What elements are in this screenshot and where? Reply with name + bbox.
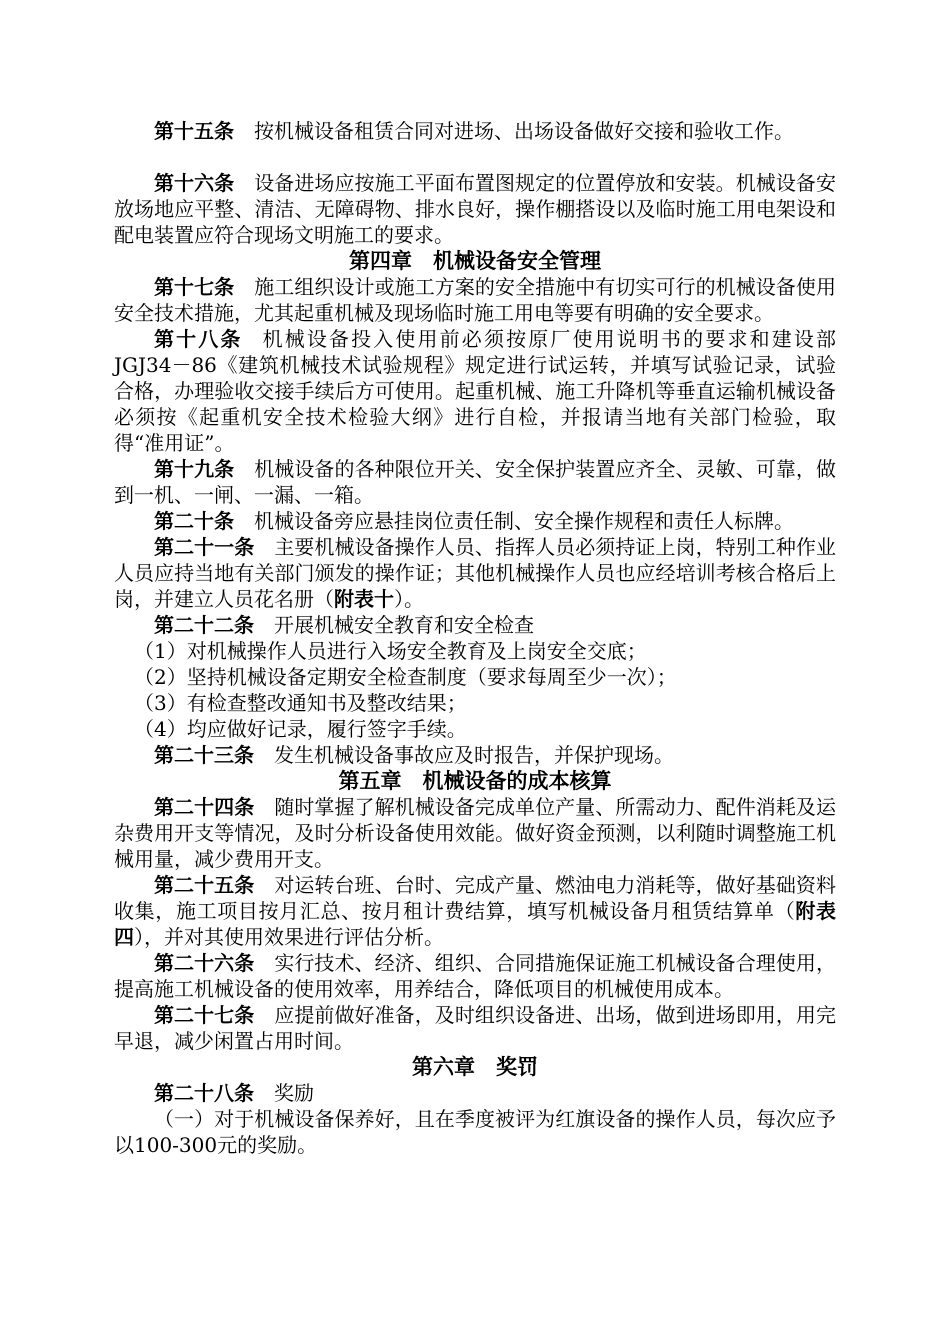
list-item: （4）均应做好记录，履行签字手续。 xyxy=(134,717,467,741)
article-heading: 第二十四条 xyxy=(154,795,255,819)
article-text: 主要机械设备操作人员、指挥人员必须持证上岗，特别工种作业人员应持当地有关部门颁发的操作证；其他机械操作人员也应经培训考核合格后上岗，并建立人员花名册（ xyxy=(114,535,836,611)
article-heading: 第十七条 xyxy=(154,275,235,299)
reward-item-1: （一）对于机械设备保养好，且在季度被评为红旗设备的操作人员，每次应予以100-300元的奖励。 xyxy=(114,1107,836,1157)
article-27 xyxy=(114,1002,836,1054)
article-heading: 第二十条 xyxy=(154,509,234,533)
article-text: 实行技术、经济、组织、合同措施保证施工机械设备合理使用，提高施工机械设备的使用效率，用养结合，降低项目的机械使用成本。 xyxy=(114,951,836,1001)
article-text: 发生机械设备事故应及时报告，并保护现场。 xyxy=(274,743,674,767)
article-28 xyxy=(114,1080,836,1106)
article-heading: 第二十七条 xyxy=(154,1003,255,1027)
list-item: （3）有检查整改通知书及整改结果； xyxy=(134,691,467,715)
list-item: （1）对机械操作人员进行入场安全教育及上岗安全交底； xyxy=(134,639,647,663)
article-text: 机械设备的各种限位开关、安全保护装置应齐全、灵敏、可靠，做到一机、一闸、一漏、一箱。 xyxy=(114,457,836,507)
article-text: 应提前做好准备，及时组织设备进、出场，做到进场即用，用完早退，减少闲置占用时间。 xyxy=(114,1003,836,1053)
chapter-6-title: 第六章 奖罚 xyxy=(412,1055,538,1079)
article-heading: 第二十二条 xyxy=(154,613,254,637)
article-18 xyxy=(114,326,836,456)
article-25 xyxy=(114,872,836,950)
article-text: 施工组织设计或施工方案的安全措施中有切实可行的机械设备使用安全技术措施，尤其起重机械及现场临时施工用电等要有明确的安全要求。 xyxy=(114,275,836,325)
article-text: 机械设备投入使用前必须按原厂使用说明书的要求和建设部 JGJ34－86《建筑机械技术试验规程》规定进行试运转，并填写试验记录，试验合格，办理验收交接手续后方可使用。起重机械、施工升降机等垂直运输机械设备必须按《起重机安全技术检验大纲》进行自检，并报请当地有关部门检验，取得“准用证”。 xyxy=(114,327,837,455)
article-heading: 第十八条 xyxy=(154,327,243,351)
chapter-4-title: 第四章 机械设备安全管理 xyxy=(349,249,601,273)
article-heading: 第二十五条 xyxy=(154,873,255,897)
article-heading: 第十五条 xyxy=(154,119,234,143)
article-text-tail: ）。 xyxy=(394,587,424,611)
list-item: （2）坚持机械设备定期安全检查制度（要求每周至少一次）； xyxy=(134,665,677,689)
article-text-tail: ），并对其使用效果进行评估分析。 xyxy=(134,925,444,949)
article-heading: 第二十六条 xyxy=(154,951,255,975)
article-text: 奖励 xyxy=(274,1081,314,1105)
article-text: 开展机械安全教育和安全检查 xyxy=(274,613,534,637)
document-page xyxy=(114,118,836,1158)
article-heading: 第二十一条 xyxy=(154,535,255,559)
article-22 xyxy=(114,612,836,638)
appendix-ref: 附表四 xyxy=(114,899,837,949)
article-heading: 第二十八条 xyxy=(154,1081,254,1105)
article-20 xyxy=(114,508,836,534)
article-heading: 第十九条 xyxy=(154,457,235,481)
article-24 xyxy=(114,794,836,872)
article-text: 按机械设备租赁合同对进场、出场设备做好交接和验收工作。 xyxy=(254,119,794,143)
article-23 xyxy=(114,742,836,768)
article-26 xyxy=(114,950,836,1002)
article-heading: 第二十三条 xyxy=(154,743,254,767)
article-text: 随时掌握了解机械设备完成单位产量、所需动力、配件消耗及运杂费用开支等情况，及时分析设备使用效能。做好资金预测，以利随时调整施工机械用量，减少费用开支。 xyxy=(114,795,836,871)
article-19 xyxy=(114,456,836,508)
chapter-5-title: 第五章 机械设备的成本核算 xyxy=(338,769,612,793)
article-text: 机械设备旁应悬挂岗位责任制、安全操作规程和责任人标牌。 xyxy=(254,509,794,533)
article-16 xyxy=(114,170,836,248)
article-heading: 第十六条 xyxy=(154,171,235,195)
article-21 xyxy=(114,534,836,612)
article-17 xyxy=(114,274,836,326)
article-text: 设备进场应按施工平面布置图规定的位置停放和安装。机械设备安放场地应平整、清洁、无障碍物、排水良好，操作棚搭设以及临时施工用电架设和配电装置应符合现场文明施工的要求。 xyxy=(114,171,836,247)
article-15 xyxy=(114,118,836,144)
appendix-ref: 附表十 xyxy=(334,587,394,611)
article-text: 对运转台班、台时、完成产量、燃油电力消耗等，做好基础资料收集，施工项目按月汇总、按月租计费结算，填写机械设备月租赁结算单（ xyxy=(114,873,836,923)
